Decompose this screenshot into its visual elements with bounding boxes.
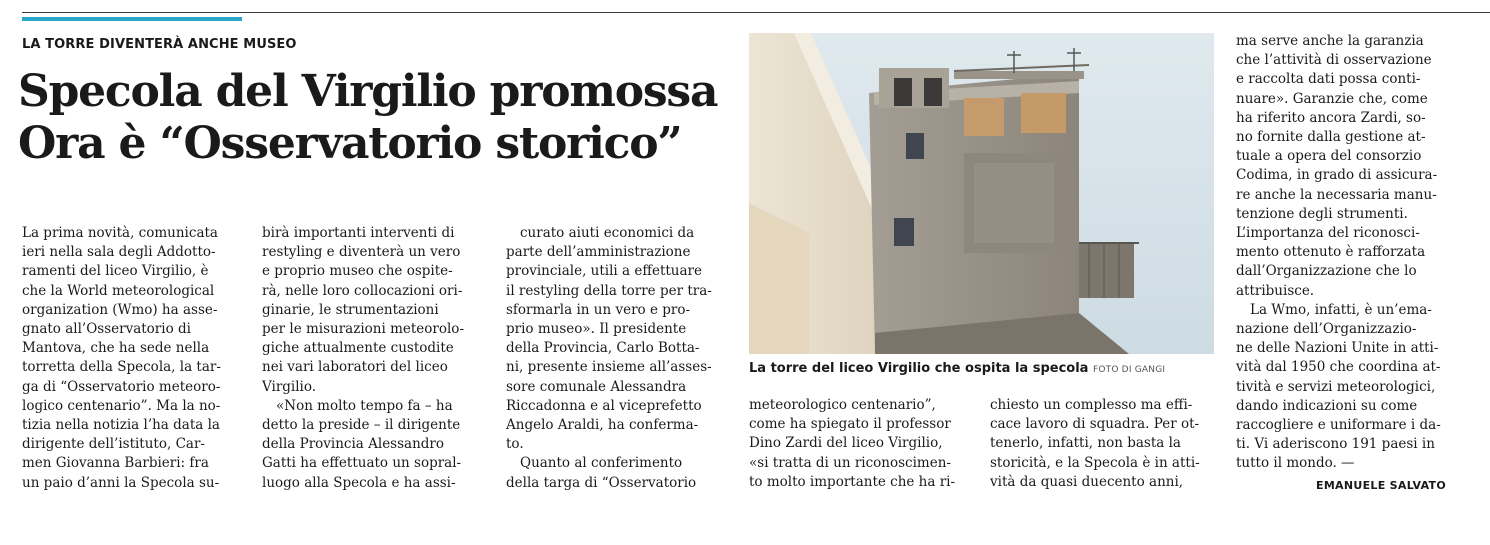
text-line: e raccolta dati possa conti- <box>1236 71 1421 88</box>
text-line: La Wmo, infatti, è un’ema- <box>1250 301 1432 318</box>
text-line: sformarla in un vero e pro- <box>506 301 691 318</box>
text-line: La prima novità, comunicata <box>22 225 218 241</box>
article-column-4 <box>749 396 975 492</box>
text-line: ginarie, le strumentazioni <box>262 301 439 318</box>
text-line: della Provincia Alessandro <box>262 436 445 453</box>
text-line: «si tratta di un riconoscimen- <box>749 454 951 471</box>
article-column-2 <box>262 224 488 493</box>
text-line: birà importanti interventi di <box>262 225 455 241</box>
text-line: dando indicazioni su come <box>1236 397 1418 414</box>
text-line: un paio d’anni la Specola su- <box>22 474 220 491</box>
text-line: dirigente dell’istituto, Car- <box>22 436 205 453</box>
section-accent-bar <box>22 17 242 21</box>
text-line: storicità, e la Specola è in atti- <box>990 454 1200 471</box>
text-line: il restyling della torre per tra- <box>506 282 712 299</box>
text-line: vità da quasi duecento anni, <box>990 473 1184 490</box>
text-line: men Giovanna Barbieri: fra <box>22 455 209 472</box>
text-line: meteorologico centenario”, <box>749 397 936 413</box>
kicker: LA TORRE DIVENTERÀ ANCHE MUSEO <box>22 37 297 52</box>
text-line: attribuisce. <box>1236 282 1315 299</box>
text-line: della Provincia, Carlo Botta- <box>506 340 700 357</box>
headline-line-1: Specola del Virgilio promossa <box>18 66 718 117</box>
text-line: Codima, in grado di assicura- <box>1236 167 1438 184</box>
text-line: Riccadonna e al viceprefetto <box>506 397 702 414</box>
text-line: Angelo Araldi, ha conferma- <box>506 417 699 434</box>
text-line: L’importanza del riconosci- <box>1236 225 1420 242</box>
text-line: Gatti ha effettuato un sopral- <box>262 455 462 472</box>
top-rule <box>22 12 1490 13</box>
text-line: Quanto al conferimento <box>520 455 683 472</box>
photo-credit: FOTO DI GANGI <box>1092 365 1166 375</box>
text-line: e proprio museo che ospite- <box>262 263 453 280</box>
article-column-5 <box>990 396 1216 492</box>
photo-caption <box>749 361 1165 376</box>
text-line: tizia nella notizia l’ha data la <box>22 417 220 434</box>
text-line: gnato all’Osservatorio di <box>22 321 191 338</box>
text-line: Mantova, che ha sede nella <box>22 340 210 357</box>
text-line: no fornite dalla gestione at- <box>1236 129 1426 146</box>
text-line: torretta della Specola, la tar- <box>22 359 221 376</box>
text-line: ne delle Nazioni Unite in atti- <box>1236 340 1439 357</box>
text-line: luogo alla Specola e ha assi- <box>262 474 456 491</box>
text-line: ti. Vi aderiscono 191 paesi in <box>1236 436 1435 453</box>
text-line: per le misurazioni meteorolo- <box>262 321 464 338</box>
text-line: che l’attività di osservazione <box>1236 52 1432 69</box>
article-column-1 <box>22 224 244 493</box>
text-line: nazione dell’Organizzazio- <box>1236 321 1417 338</box>
article-column-6 <box>1236 32 1462 474</box>
text-line: della targa di “Osservatorio <box>506 474 697 491</box>
text-line: tutto il mondo. — <box>1236 455 1355 472</box>
text-line: chiesto un complesso ma effi- <box>990 397 1193 413</box>
text-line: prio museo». Il presidente <box>506 321 687 338</box>
text-line: sore comunale Alessandra <box>506 378 687 395</box>
text-line: Virgilio. <box>262 378 317 395</box>
text-line: come ha spiegato il professor <box>749 416 951 433</box>
text-line: tuale a opera del consorzio <box>1236 148 1422 165</box>
tower-photo <box>749 33 1214 354</box>
text-line: restyling e diventerà un vero <box>262 244 461 261</box>
text-line: to molto importante che ha ri- <box>749 473 956 490</box>
text-line: tenzione degli strumenti. <box>1236 205 1408 222</box>
text-line: raccogliere e uniformare i da- <box>1236 417 1441 434</box>
text-line: re anche la necessaria manu- <box>1236 186 1437 203</box>
text-line: tenerlo, infatti, non basta la <box>990 435 1181 452</box>
text-line: logico centenario”. Ma la no- <box>22 397 221 414</box>
text-line: dall’Organizzazione che lo <box>1236 263 1417 280</box>
text-line: ma serve anche la garanzia <box>1236 33 1424 49</box>
headline-line-2: Ora è “Osservatorio storico” <box>18 118 682 169</box>
text-line: parte dell’amministrazione <box>506 244 691 261</box>
text-line: detto la preside – il dirigente <box>262 417 461 434</box>
text-line: tività e servizi meteorologici, <box>1236 378 1436 395</box>
text-line: giche attualmente custodite <box>262 340 454 357</box>
text-line: cace lavoro di squadra. Per ot- <box>990 416 1200 433</box>
text-line: to. <box>506 436 524 453</box>
text-line: ni, presente insieme all’asses- <box>506 359 712 376</box>
caption-text: La torre del liceo Virgilio che ospita la specola <box>749 361 1089 376</box>
article-column-3 <box>506 224 732 493</box>
text-line: che la World meteorological <box>22 282 215 299</box>
text-line: ha riferito ancora Zardi, so- <box>1236 109 1426 126</box>
text-line: rà, nelle loro collocazioni ori- <box>262 282 463 299</box>
text-line: curato aiuti economici da <box>520 225 695 241</box>
text-line: nuare». Garanzie che, come <box>1236 90 1428 107</box>
text-line: «Non molto tempo fa – ha <box>276 397 453 414</box>
headline <box>18 66 733 170</box>
text-line: Dino Zardi del liceo Virgilio, <box>749 435 943 452</box>
text-line: vità dal 1950 che coordina at- <box>1236 359 1441 376</box>
text-line: ga di “Osservatorio meteoro- <box>22 378 221 395</box>
text-line: ramenti del liceo Virgilio, è <box>22 263 209 280</box>
byline: EMANUELE SALVATO <box>1316 479 1446 492</box>
text-line: organization (Wmo) ha asse- <box>22 301 218 318</box>
text-line: provinciale, utili a effettuare <box>506 263 702 280</box>
text-line: nei vari laboratori del liceo <box>262 359 448 376</box>
text-line: mento ottenuto è rafforzata <box>1236 244 1426 261</box>
text-line: ieri nella sala degli Addotto- <box>22 244 216 261</box>
